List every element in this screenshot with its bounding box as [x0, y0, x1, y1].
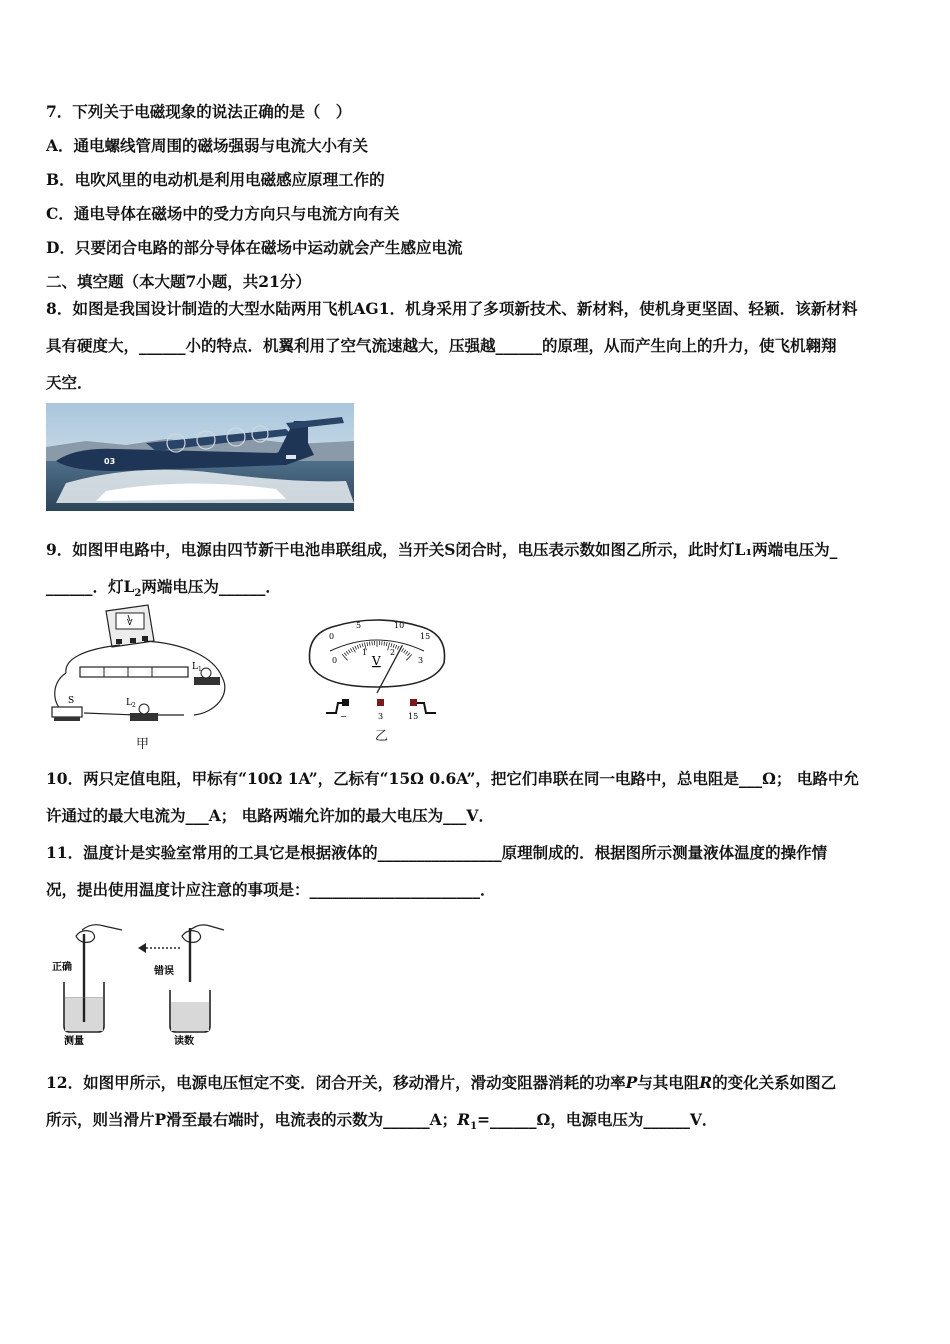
q7-option-a: A．通电螺线管周围的磁场强弱与电流大小有关 [46, 136, 369, 155]
q10-line2: 许通过的最大电流为___A； 电路两端允许加的最大电压为___V． [46, 806, 494, 825]
lamp1-label: $L_1$ [192, 662, 202, 673]
q12-line2 [46, 1110, 717, 1137]
q7-option-b: B．电吹风里的电动机是利用电磁感应原理工作的 [46, 170, 385, 189]
terminal-neg: − [340, 712, 347, 721]
q7-stem: 7．下列关于电磁现象的说法正确的是（ ） [46, 102, 352, 121]
seaplane-photo [46, 403, 354, 511]
q12-var-r1: R [457, 1110, 471, 1129]
q8-line1: 8．如图是我国设计制造的大型水陆两用飞机AG1．机身采用了多项新技术、新材料，使机身更坚固、轻颖．该新材料 [46, 299, 858, 318]
voltmeter-figure [302, 615, 452, 725]
switch-label: S [68, 696, 75, 706]
q9-line2-sub: 2 [134, 588, 142, 600]
label-wrong: 错误 [154, 966, 174, 977]
q12-line1-c: 的变化关系如图乙 [712, 1073, 837, 1092]
scale-bottom-1: 1 [362, 648, 368, 657]
lamp2-label: $L_2$ [126, 698, 136, 709]
scale-top-0: 0 [329, 632, 335, 641]
scale-top-15: 15 [420, 632, 431, 641]
label-correct: 正确 [52, 962, 72, 973]
q12-line2-sub: 1 [470, 1121, 478, 1133]
section-title: 二、填空题（本大题7小题，共21分） [46, 272, 311, 291]
q12-line2-b: =______Ω，电源电压为______V． [477, 1110, 718, 1129]
thermometer-figure [46, 918, 228, 1046]
figure-a-caption: 甲 [136, 737, 150, 752]
figure-b-caption: 乙 [375, 729, 389, 744]
q12-line1-a: 12．如图甲所示，电源电压恒定不变．闭合开关，移动滑片，滑动变阻器消耗的功率 [46, 1073, 626, 1092]
q7-option-d: D．只要闭合电路的部分导体在磁场中运动就会产生感应电流 [46, 238, 463, 257]
q8-line3: 天空． [46, 373, 93, 392]
scale-top-10: 10 [394, 621, 405, 630]
scale-bottom-0: 0 [332, 656, 338, 665]
q12-var-r: R [699, 1073, 713, 1092]
svg-text:V: V [127, 618, 133, 627]
q9-line2-part-a: ______．灯L [46, 577, 135, 596]
terminal-15: 15 [408, 712, 419, 721]
q9-line2-part-b: 两端电压为______． [141, 577, 281, 596]
meter-letter: V [372, 654, 381, 668]
q9-line2 [46, 577, 281, 604]
q11-line1: 11．温度计是实验室常用的工具它是根据液体的________________原理制成的．根据图所示测量液体温度的操作情 [46, 843, 828, 862]
scale-top-5: 5 [356, 621, 362, 630]
q9-line1: 9．如图甲电路中，电源由四节新干电池串联组成，当开关S闭合时，电压表示数如图乙所示，此时灯L₁两端电压为_ [46, 540, 838, 559]
q11-line2: 况，提出使用温度计应注意的事项是：______________________． [46, 880, 496, 899]
scale-bottom-3: 3 [418, 656, 424, 665]
scale-bottom-2: 2 [390, 648, 396, 657]
q12-line1 [46, 1073, 836, 1093]
q12-line2-a: 所示，则当滑片P滑至最右端时，电流表的示数为______A； [46, 1110, 458, 1129]
label-read: 读数 [174, 1036, 194, 1046]
terminal-3: 3 [378, 712, 384, 721]
label-measure: 测量 [64, 1036, 84, 1046]
q12-var-p: P [625, 1073, 638, 1092]
q10-line1: 10．两只定值电阻，甲标有“10Ω 1A”，乙标有“15Ω 0.6A”，把它们串联在同一电路中，总电阻是___Ω； 电路中允 [46, 769, 859, 788]
q7-option-c: C．通电导体在磁场中的受力方向只与电流方向有关 [46, 204, 400, 223]
plane-number: 03 [104, 457, 116, 466]
circuit-figure [44, 603, 234, 731]
q8-line2: 具有硬度大，______小的特点．机翼利用了空气流速越大，压强越______的原理，从而产生向上的升力，使飞机翱翔 [46, 336, 837, 355]
q12-line1-b: 与其电阻 [637, 1073, 700, 1092]
